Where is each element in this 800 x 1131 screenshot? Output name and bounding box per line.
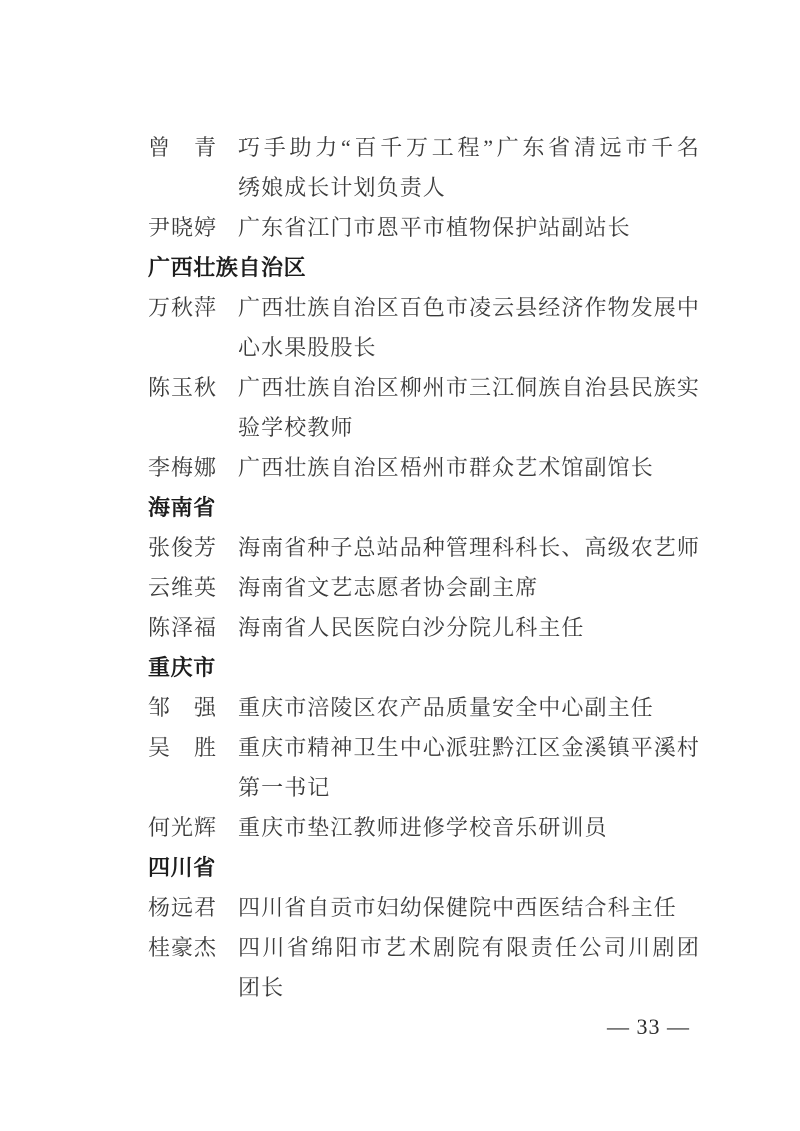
section-header: 重庆市 xyxy=(148,655,216,680)
position-line: 海南省文艺志愿者协会副主席 xyxy=(238,575,539,600)
entry-name: 陈泽福 xyxy=(148,615,216,640)
page-number: — 33 — xyxy=(607,1014,690,1039)
position-line: 四川省自贡市妇幼保健院中西医结合科主任 xyxy=(238,895,677,920)
entry-name: 曾 青 xyxy=(148,135,216,160)
entry-position xyxy=(238,568,700,608)
entry-position xyxy=(238,808,700,848)
entry-position xyxy=(238,728,700,808)
position-line: 团长 xyxy=(238,975,285,1000)
entry-row xyxy=(148,208,748,248)
entry-position xyxy=(238,288,700,368)
entry-position xyxy=(238,128,700,208)
position-line: 海南省种子总站品种管理科科长、高级农艺师 xyxy=(238,535,701,560)
entry-row xyxy=(148,128,748,208)
position-line: 重庆市精神卫生中心派驻黔江区金溪镇平溪村 xyxy=(238,735,701,760)
entry-row xyxy=(148,288,748,368)
position-line: 重庆市涪陵区农产品质量安全中心副主任 xyxy=(238,695,654,720)
position-line: 广西壮族自治区百色市凌云县经济作物发展中 xyxy=(238,295,701,320)
entry-position xyxy=(238,528,700,568)
entry-row xyxy=(148,808,748,848)
section-header: 海南省 xyxy=(148,495,216,520)
position-line: 绣娘成长计划负责人 xyxy=(238,175,446,200)
entry-row xyxy=(148,608,748,648)
entry-name: 云维英 xyxy=(148,575,216,600)
entry-row xyxy=(148,928,748,1008)
position-line: 广西壮族自治区柳州市三江侗族自治县民族实 xyxy=(238,375,701,400)
entry-row xyxy=(148,368,748,448)
entry-position xyxy=(238,688,700,728)
entry-row xyxy=(148,888,748,928)
entry-name: 杨远君 xyxy=(148,895,216,920)
award-list xyxy=(148,128,748,1008)
section-header: 广西壮族自治区 xyxy=(148,255,307,280)
entry-row xyxy=(148,688,748,728)
entry-row xyxy=(148,448,748,488)
entry-name: 张俊芳 xyxy=(148,535,216,560)
entry-name: 何光辉 xyxy=(148,815,216,840)
entry-row xyxy=(148,728,748,808)
entry-name: 万秋萍 xyxy=(148,295,216,320)
position-line: 第一书记 xyxy=(238,775,331,800)
section-header: 四川省 xyxy=(148,855,216,880)
entry-name: 吴 胜 xyxy=(148,735,216,760)
entry-position xyxy=(238,608,700,648)
entry-position xyxy=(238,928,700,1008)
position-line: 验学校教师 xyxy=(238,415,354,440)
entry-name: 邹 强 xyxy=(148,695,216,720)
entry-name: 陈玉秋 xyxy=(148,375,216,400)
position-line: 重庆市垫江教师进修学校音乐研训员 xyxy=(238,815,608,840)
entry-name: 桂豪杰 xyxy=(148,935,216,960)
entry-position xyxy=(238,368,700,448)
position-line: 四川省绵阳市艺术剧院有限责任公司川剧团 xyxy=(238,935,700,960)
entry-name: 李梅娜 xyxy=(148,455,216,480)
position-line: 心水果股股长 xyxy=(238,335,377,360)
position-line: 海南省人民医院白沙分院儿科主任 xyxy=(238,615,585,640)
position-line: 广西壮族自治区梧州市群众艺术馆副馆长 xyxy=(238,455,654,480)
position-line: 巧手助力“百千万工程”广东省清远市千名 xyxy=(238,135,700,160)
entry-row xyxy=(148,528,748,568)
entry-position xyxy=(238,448,700,488)
entry-position xyxy=(238,208,700,248)
entry-row xyxy=(148,568,748,608)
entry-name: 尹晓婷 xyxy=(148,215,216,240)
position-line: 广东省江门市恩平市植物保护站副站长 xyxy=(238,215,631,240)
entry-position xyxy=(238,888,700,928)
